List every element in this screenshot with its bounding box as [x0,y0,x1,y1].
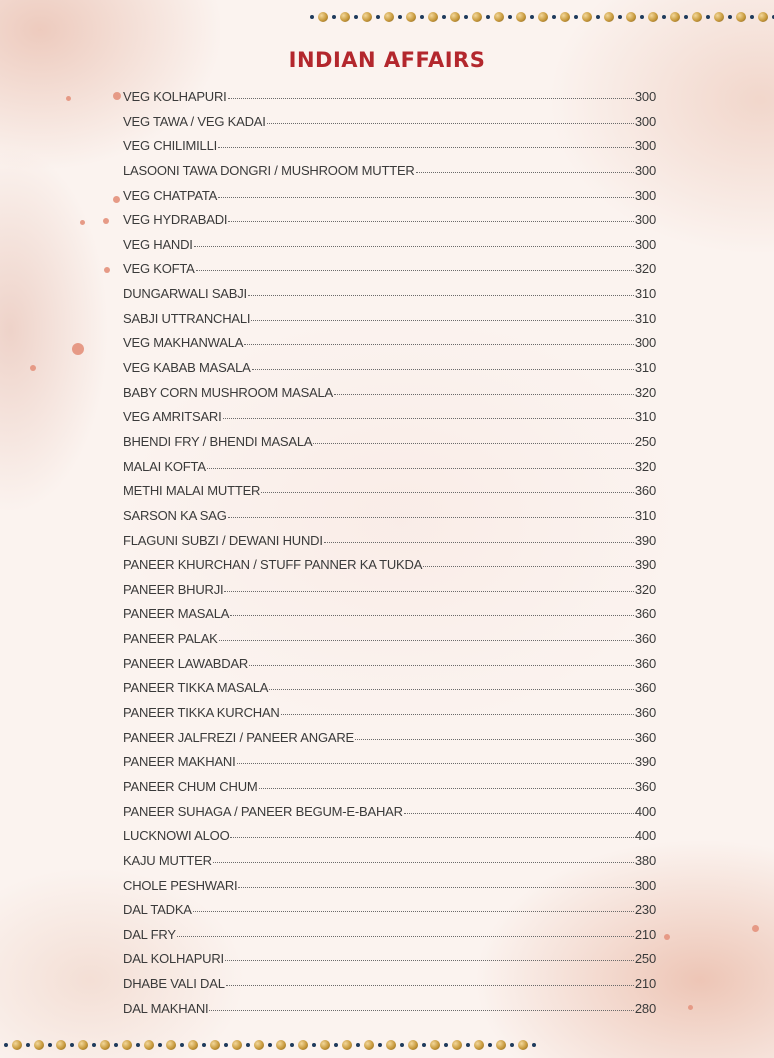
gold-bead [384,12,394,22]
navy-bead [398,15,402,19]
navy-bead [618,15,622,19]
menu-item-name: DAL MAKHANI [123,1000,209,1016]
watercolor-splash [103,218,109,224]
menu-item-price: 360 [634,778,656,794]
gold-bead [494,12,504,22]
dot-leader [355,739,634,740]
menu-item-name: PANEER MAKHANI [123,754,236,770]
dot-leader [207,468,634,469]
menu-item-price: 400 [634,828,656,844]
menu-item [123,459,656,484]
dot-leader [194,246,634,247]
menu-item [123,853,656,878]
menu-item [123,1001,656,1026]
menu-item-name: PANEER MASALA [123,606,230,622]
menu-item-price: 300 [634,138,656,154]
menu-item-price: 230 [634,902,656,918]
menu-item-price: 310 [634,409,656,425]
menu-item-price: 250 [634,951,656,967]
menu-item-price: 300 [634,212,656,228]
navy-bead [486,15,490,19]
menu-item-name: LUCKNOWI ALOO [123,828,230,844]
watercolor-splash [104,267,110,273]
gold-bead [604,12,614,22]
menu-item [123,212,656,237]
dot-leader [223,418,634,419]
gold-bead [276,1040,286,1050]
gold-bead [364,1040,374,1050]
menu-item-name: VEG KOFTA [123,261,195,277]
menu-item [123,483,656,508]
gold-bead [188,1040,198,1050]
menu-item [123,508,656,533]
menu-item-price: 310 [634,286,656,302]
menu-item-price: 300 [634,335,656,351]
watercolor-splash [664,934,670,940]
menu-item [123,114,656,139]
navy-bead [378,1043,382,1047]
menu-item-price: 360 [634,606,656,622]
gold-bead [518,1040,528,1050]
gold-bead [560,12,570,22]
dot-leader [249,665,634,666]
dot-leader [334,394,634,395]
navy-bead [530,15,534,19]
menu-item-name: VEG KABAB MASALA [123,360,251,376]
gold-bead [670,12,680,22]
navy-bead [354,15,358,19]
menu-item-price: 210 [634,926,656,942]
menu-item-price: 310 [634,310,656,326]
gold-bead [496,1040,506,1050]
gold-bead [758,12,768,22]
gold-bead [538,12,548,22]
menu-item-name: PANEER TIKKA MASALA [123,680,269,696]
menu-item [123,631,656,656]
dot-leader [269,689,634,690]
menu-item-price: 300 [634,236,656,252]
menu-item [123,434,656,459]
menu-item-price: 250 [634,433,656,449]
gold-bead [408,1040,418,1050]
gold-bead [340,12,350,22]
menu-item-name: PANEER CHUM CHUM [123,778,258,794]
dot-leader [213,862,634,863]
menu-item [123,730,656,755]
navy-bead [420,15,424,19]
menu-item [123,385,656,410]
menu-item-name: FLAGUNI SUBZI / DEWANI HUNDI [123,532,323,548]
dot-leader [219,640,634,641]
navy-bead [136,1043,140,1047]
gold-bead [406,12,416,22]
navy-bead [684,15,688,19]
menu-item-price: 400 [634,803,656,819]
menu-item-price: 320 [634,261,656,277]
navy-bead [662,15,666,19]
menu-item-price: 210 [634,976,656,992]
menu-item [123,878,656,903]
gold-bead [232,1040,242,1050]
gold-bead [714,12,724,22]
menu-item [123,335,656,360]
navy-bead [400,1043,404,1047]
dot-leader [226,985,634,986]
navy-bead [728,15,732,19]
gold-bead [472,12,482,22]
menu-item-price: 300 [634,113,656,129]
dot-leader [281,714,634,715]
menu-item-name: PANEER PALAK [123,631,218,647]
menu-item-price: 300 [634,162,656,178]
menu-item-price: 360 [634,680,656,696]
dot-leader [228,98,634,99]
menu-item-price: 390 [634,557,656,573]
menu-item-name: BABY CORN MUSHROOM MASALA [123,384,334,400]
menu-item [123,804,656,829]
navy-bead [640,15,644,19]
menu-item-name: BHENDI FRY / BHENDI MASALA [123,433,313,449]
gold-bead [166,1040,176,1050]
gold-bead [736,12,746,22]
navy-bead [114,1043,118,1047]
dot-leader [259,788,634,789]
gold-bead [386,1040,396,1050]
menu-item-name: CHOLE PESHWARI [123,877,238,893]
dot-leader [218,197,634,198]
menu-item [123,902,656,927]
menu-item [123,261,656,286]
watercolor-splash [113,92,121,100]
gold-bead [210,1040,220,1050]
menu-item [123,286,656,311]
gold-bead [254,1040,264,1050]
menu-item-name: SABJI UTTRANCHALI [123,310,251,326]
dot-leader [416,172,634,173]
gold-bead [450,12,460,22]
menu-item-name: PANEER SUHAGA / PANEER BEGUM-E-BAHAR [123,803,403,819]
menu-item [123,533,656,558]
watercolor-splash [688,1005,693,1010]
dot-leader [237,763,634,764]
gold-bead [100,1040,110,1050]
menu-item-name: PANEER BHURJI [123,581,224,597]
menu-item [123,828,656,853]
gold-bead [516,12,526,22]
menu-item [123,656,656,681]
navy-bead [706,15,710,19]
gold-bead [320,1040,330,1050]
menu-item [123,606,656,631]
menu-item-name: KAJU MUTTER [123,852,212,868]
gold-bead [12,1040,22,1050]
navy-bead [4,1043,8,1047]
gold-bead [318,12,328,22]
menu-item-name: METHI MALAI MUTTER [123,483,261,499]
navy-bead [180,1043,184,1047]
navy-bead [26,1043,30,1047]
gold-bead [428,12,438,22]
menu-item-price: 360 [634,705,656,721]
menu-item-name: PANEER KHURCHAN / STUFF PANNER KA TUKDA [123,557,423,573]
menu-item-price: 280 [634,1000,656,1016]
menu-item [123,779,656,804]
gold-bead [452,1040,462,1050]
dot-leader [177,936,634,937]
dot-leader [244,344,634,345]
dot-leader [267,123,634,124]
gold-bead [648,12,658,22]
dot-leader [228,517,634,518]
navy-bead [356,1043,360,1047]
navy-bead [48,1043,52,1047]
navy-bead [334,1043,338,1047]
navy-bead [552,15,556,19]
watercolor-splash [72,343,84,355]
dot-leader [404,813,634,814]
menu-item [123,557,656,582]
gold-bead [122,1040,132,1050]
navy-bead [310,15,314,19]
gold-bead [582,12,592,22]
menu-list [123,89,656,1025]
menu-item-name: DUNGARWALI SABJI [123,286,247,302]
menu-item-name: PANEER LAWABDAR [123,655,249,671]
menu-item-name: DAL KOLHAPURI [123,951,224,967]
menu-item [123,680,656,705]
navy-bead [444,1043,448,1047]
navy-bead [574,15,578,19]
menu-item [123,705,656,730]
menu-item [123,409,656,434]
navy-bead [70,1043,74,1047]
dot-leader [209,1010,633,1011]
navy-bead [442,15,446,19]
dot-leader [251,320,634,321]
dot-leader [324,542,634,543]
dot-leader [261,492,634,493]
menu-item-price: 300 [634,187,656,203]
dot-leader [252,369,634,370]
gold-bead [34,1040,44,1050]
dot-leader [218,147,634,148]
watercolor-splash [30,365,36,371]
menu-item [123,976,656,1001]
menu-item [123,138,656,163]
menu-item [123,927,656,952]
menu-item-name: VEG CHATPATA [123,187,218,203]
gold-bead [692,12,702,22]
navy-bead [750,15,754,19]
menu-item-name: MALAI KOFTA [123,458,206,474]
navy-bead [596,15,600,19]
menu-item-name: PANEER TIKKA KURCHAN [123,705,280,721]
navy-bead [268,1043,272,1047]
dot-leader [230,837,633,838]
menu-item-price: 320 [634,384,656,400]
menu-item-name: VEG CHILIMILLI [123,138,218,154]
menu-item-price: 360 [634,483,656,499]
gold-bead [474,1040,484,1050]
menu-item-price: 390 [634,532,656,548]
menu-item-name: LASOONI TAWA DONGRI / MUSHROOM MUTTER [123,162,415,178]
menu-item [123,951,656,976]
menu-item-name: DAL TADKA [123,902,192,918]
menu-item-name: VEG HANDI [123,236,193,252]
navy-bead [508,15,512,19]
menu-item [123,237,656,262]
menu-item-name: DHABE VALI DAL [123,976,225,992]
bottom-bead-border [0,1038,540,1052]
section-title: INDIAN AFFAIRS [288,48,486,72]
menu-item-price: 300 [634,877,656,893]
menu-item-price: 390 [634,754,656,770]
navy-bead [488,1043,492,1047]
menu-item-price: 320 [634,581,656,597]
navy-bead [246,1043,250,1047]
dot-leader [248,295,634,296]
menu-item-name: VEG MAKHANWALA [123,335,244,351]
dot-leader [228,221,634,222]
menu-item-price: 380 [634,852,656,868]
gold-bead [626,12,636,22]
watercolor-splash [113,196,120,203]
menu-item-name: VEG KOLHAPURI [123,89,227,104]
menu-item-price: 300 [634,89,656,104]
gold-bead [56,1040,66,1050]
navy-bead [290,1043,294,1047]
menu-item-name: DAL FRY [123,926,176,942]
navy-bead [376,15,380,19]
dot-leader [230,615,634,616]
navy-bead [224,1043,228,1047]
navy-bead [422,1043,426,1047]
menu-item [123,360,656,385]
menu-item [123,163,656,188]
menu-item [123,188,656,213]
dot-leader [196,270,634,271]
menu-item-price: 360 [634,631,656,647]
menu-item-price: 360 [634,729,656,745]
dot-leader [238,887,633,888]
gold-bead [342,1040,352,1050]
menu-item-name: VEG HYDRABADI [123,212,228,228]
navy-bead [202,1043,206,1047]
navy-bead [332,15,336,19]
dot-leader [313,443,634,444]
top-bead-border [306,10,774,24]
navy-bead [510,1043,514,1047]
gold-bead [298,1040,308,1050]
gold-bead [144,1040,154,1050]
navy-bead [466,1043,470,1047]
menu-item-name: SARSON KA SAG [123,507,227,523]
menu-item-price: 320 [634,458,656,474]
menu-item-price: 310 [634,360,656,376]
watercolor-splash [66,96,71,101]
dot-leader [225,960,634,961]
navy-bead [312,1043,316,1047]
navy-bead [158,1043,162,1047]
navy-bead [532,1043,536,1047]
menu-item [123,754,656,779]
menu-item-name: PANEER JALFREZI / PANEER ANGARE [123,729,354,745]
navy-bead [464,15,468,19]
navy-bead [92,1043,96,1047]
dot-leader [224,591,633,592]
gold-bead [362,12,372,22]
menu-item [123,582,656,607]
menu-item [123,311,656,336]
gold-bead [430,1040,440,1050]
gold-bead [78,1040,88,1050]
watercolor-splash [80,220,85,225]
dot-leader [423,566,634,567]
menu-item-price: 310 [634,507,656,523]
menu-item-price: 360 [634,655,656,671]
dot-leader [193,911,634,912]
watercolor-splash [752,925,759,932]
menu-item-name: VEG AMRITSARI [123,409,222,425]
menu-item-name: VEG TAWA / VEG KADAI [123,113,266,129]
menu-item [123,89,656,114]
